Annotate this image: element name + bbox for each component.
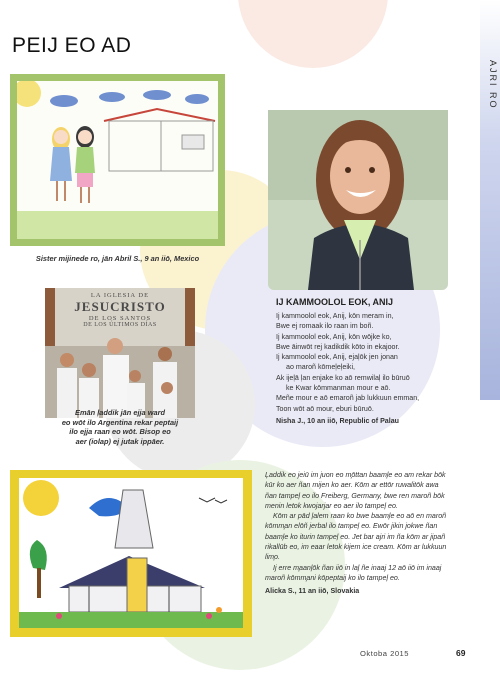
caption-line: aer (iolap) ej jutak ippāer. xyxy=(75,436,165,446)
caption-line: ilo ejja raan eo wōt. Bisop eo xyxy=(69,427,171,436)
church-sign-line4: DE LOS ÚLTIMOS DÍAS xyxy=(83,322,157,328)
poem-line: ke Kwar kōmmanman mour e aō. xyxy=(286,384,391,393)
poem-author: Nisha J., 10 an iiō, Republic of Palau xyxy=(276,416,399,425)
drawing1-caption: Sister mijinede ro, jān Abril S., 9 an iiō, Mexico xyxy=(35,254,200,263)
photo2-caption xyxy=(45,408,195,446)
story-text xyxy=(265,470,451,597)
page-title: PEIJ EO AD xyxy=(12,34,132,57)
drawing-temple-svg xyxy=(19,478,243,628)
page-number: 69 xyxy=(456,648,466,658)
poem-line: Ij kammoolol eok, Anij, kōn wōjke ko, xyxy=(276,332,392,341)
poem-body xyxy=(276,311,441,426)
caption-line: Emān ļaddik jān ejja ward xyxy=(75,408,165,417)
poem-line: Ak ijeļā ļan enjake ko aō remwilaļ ilo būruō xyxy=(276,373,410,382)
girl-photo-svg xyxy=(268,110,448,290)
story-paragraph: Ļaddik eo jeiū im juon eo m̧ōttan baam̧le eo am rekar bōk kūr ko aer ñan mijen ko aer. Kōm ar ettōr ruwalitōk awa ñan tampeļ eo ilo Freiberg, Germany, bwe ren maroñ bōk menin letok kwojarjar eo aer ilo tampeļ eo. xyxy=(265,471,446,510)
caption-line: eo wōt ilo Argentina rekar peptaij xyxy=(61,417,179,427)
child-drawing-sisters xyxy=(17,81,218,239)
poem-line: Meñe mour e aō emaroñ jab lukkuun emman, xyxy=(276,394,420,403)
child-drawing-temple xyxy=(19,478,243,628)
poem-line: ao maroñ kōmeļeļeiki, xyxy=(286,363,355,372)
poem-title: IJ KAMMOOLOL EOK, ANIJ xyxy=(276,297,394,307)
decor-circle-pink xyxy=(238,0,388,68)
poem-line: Bwe āinwōt rej kadikdik kōto in ekajoor. xyxy=(276,342,400,351)
poem-line: Ij kammoolol eok, Anij, ejaļōk jen jonan xyxy=(276,353,398,362)
story-paragraph: Kōm ar pād ļalem raan ko bwe baam̧le eo aō en maroñ kōmm̧an elōñ jerbal ilo tampeļ eo. Ewōr jikin jokwe ñan baam̧le ko iturin tampeļ eo. Jet bar ajri im ña kōm ar jipañ rikallūb eo, im eaar letok kijem ice cream. Kōm ar lukkuun lim̧o. xyxy=(265,512,447,562)
church-group-photo xyxy=(45,288,195,418)
poem-line: Bwe ej romaak ilo raan im boñ. xyxy=(276,322,374,331)
church-sign xyxy=(55,292,185,328)
drawing-sisters-svg xyxy=(17,81,218,239)
girl-photo xyxy=(268,110,448,290)
story-author: Alicka S., 11 an iiō, Slovakia xyxy=(265,587,360,596)
side-label: AJRI RO xyxy=(488,60,498,110)
story-paragraph: Ij erre m̧aanļōk ñan iiō in laļ ñe inaaj 12 aō iiō im inaaj maroñ kōmm̧ani kōpeptaij ko ilo tampeļ eo. xyxy=(265,563,442,582)
poem-line: Toon wōt aō mour, eburi būruō. xyxy=(276,404,374,413)
church-sign-line3: DE LOS SANTOS xyxy=(88,315,152,322)
church-sign-line1: LA IGLESIA DE xyxy=(90,292,150,299)
issue-date: Oktoba 2015 xyxy=(360,649,409,658)
poem-line: Ij kammoolol eok, Anij, kōn meram in, xyxy=(276,312,394,320)
church-sign-line2: JESUCRISTO xyxy=(74,299,166,314)
